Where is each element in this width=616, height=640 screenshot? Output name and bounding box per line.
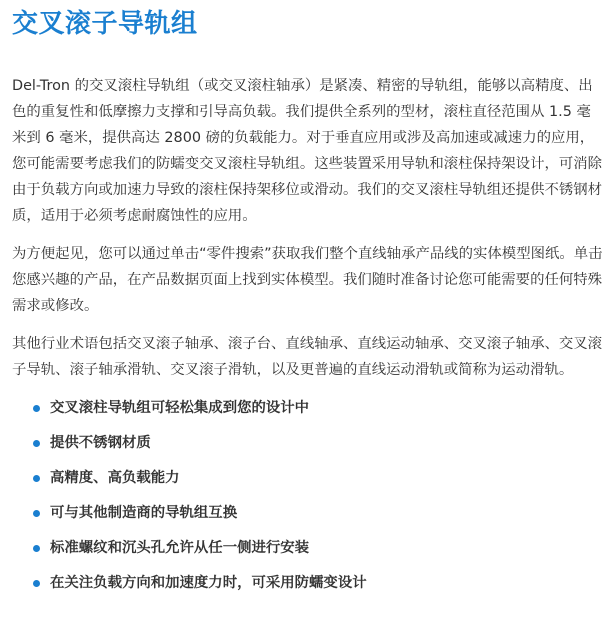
bullet-icon (33, 440, 40, 447)
page-title: 交叉滚子导轨组 (12, 9, 198, 39)
cad-models-paragraph: 为方便起见，您可以通过单击“零件搜索”获取我们整个直线轴承产品线的实体模型图纸。单击您感兴趣的产品，在产品数据页面上找到实体模型。我们随时准备讨论您可能需要的任何特殊需求或修改。 (12, 246, 603, 314)
bullet-icon (33, 510, 40, 517)
list-item (12, 496, 604, 531)
feature-text: 提供不锈钢材质 (50, 435, 151, 451)
feature-text: 可与其他制造商的导轨组互换 (50, 505, 238, 521)
list-item (12, 531, 604, 566)
list-item (12, 461, 604, 496)
feature-text: 交叉滚柱导轨组可轻松集成到您的设计中 (50, 400, 310, 416)
feature-list (12, 391, 604, 601)
bullet-icon (33, 475, 40, 482)
list-item (12, 566, 604, 601)
industry-terms-paragraph: 其他行业术语包括交叉滚子轴承、滚子台、直线轴承、直线运动轴承、交叉滚子轴承、交叉滚子导轨、滚子轴承滑轨、交叉滚子滑轨，以及更普遍的直线运动滑轨或简称为运动滑轨。 (12, 336, 603, 378)
list-item (12, 391, 604, 426)
bullet-icon (33, 580, 40, 587)
bullet-icon (33, 545, 40, 552)
list-item (12, 426, 604, 461)
feature-text: 高精度、高负载能力 (50, 470, 180, 486)
intro-paragraph: Del-Tron 的交叉滚柱导轨组（或交叉滚柱轴承）是紧凑、精密的导轨组，能够以高精度、出色的重复性和低摩擦力支撑和引导高负载。我们提供全系列的型材，滚柱直径范围从 1.5 毫米到 6 毫米，提供高达 2800 磅的负载能力。对于垂直应用或涉及高加速或减速力的应用，您可能需要考虑我们的防蠕变交叉滚柱导轨组。这些装置采用导轨和滚柱保持架设计，可消除由于负载方向或加速力导致的滚柱保持架移位或滑动。我们的交叉滚柱导轨组还提供不锈钢材质，适用于必须考虑耐腐蚀性的应用。 (12, 78, 603, 224)
bullet-icon (33, 405, 40, 412)
feature-text: 标准螺纹和沉头孔允许从任一侧进行安装 (50, 540, 310, 556)
feature-text: 在关注负载方向和加速度力时，可采用防蠕变设计 (50, 575, 367, 591)
